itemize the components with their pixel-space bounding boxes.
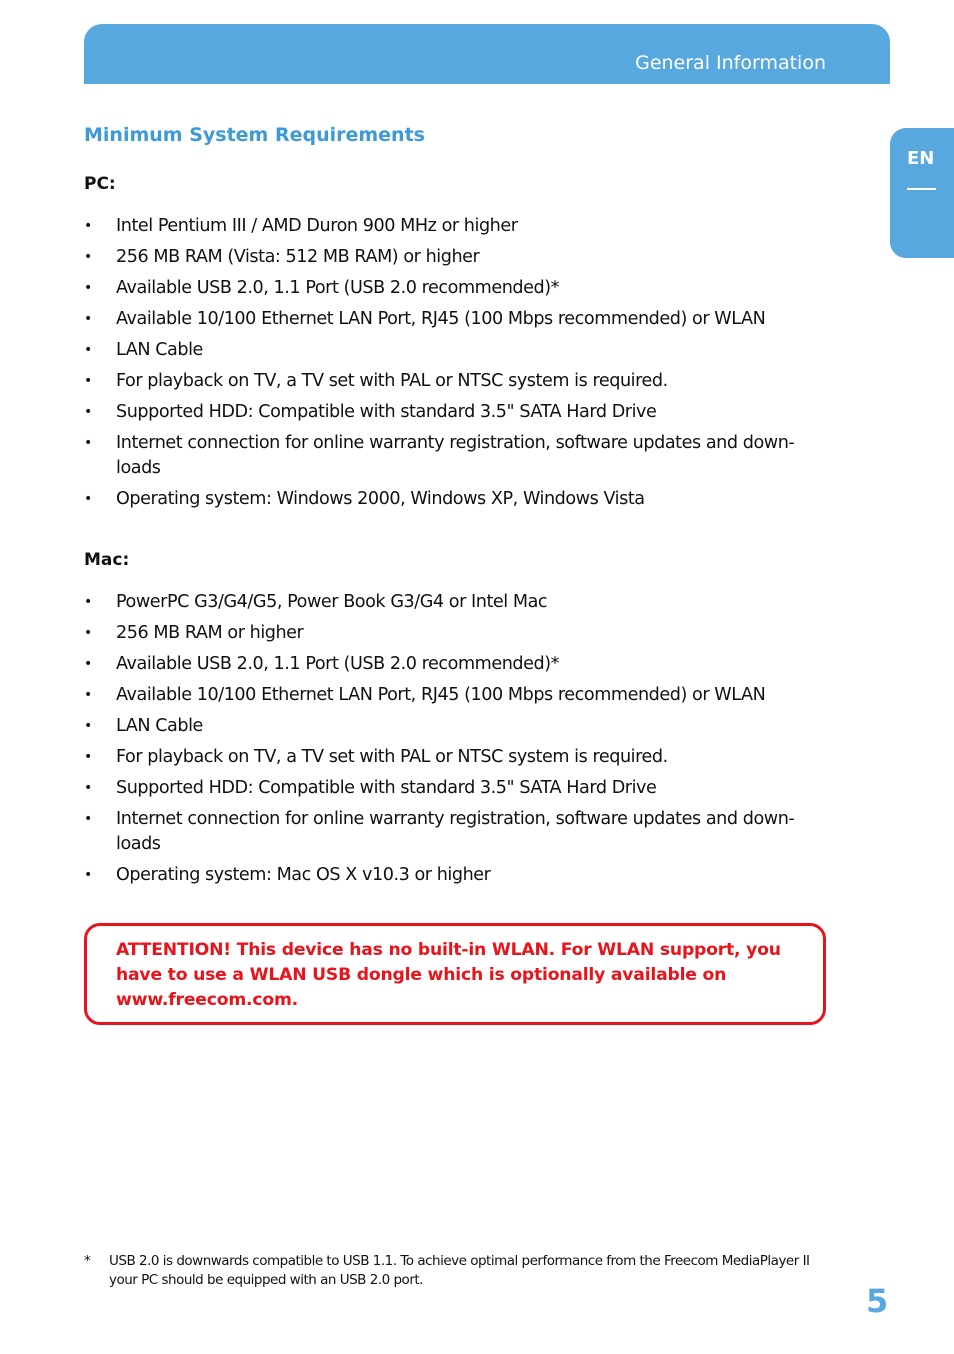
list-item-text: Available USB 2.0, 1.1 Port (USB 2.0 recommended)* (116, 654, 559, 674)
list-item (84, 400, 834, 425)
list-item-text: Operating system: Windows 2000, Windows XP, Windows Vista (116, 489, 645, 509)
list-item-text: Available USB 2.0, 1.1 Port (USB 2.0 recommended)* (116, 278, 559, 298)
header-title: General Information (635, 52, 826, 74)
language-tab (890, 128, 954, 258)
list-item (84, 431, 834, 481)
list-item (84, 714, 834, 739)
list-item (84, 307, 834, 332)
list-item (84, 621, 834, 646)
bullet-icon: • (84, 218, 92, 234)
bullet-icon: • (84, 687, 92, 703)
list-item-text: LAN Cable (116, 716, 203, 736)
mac-label: Mac: (84, 550, 130, 570)
list-item (84, 652, 834, 677)
list-item-text: Operating system: Mac OS X v10.3 or higher (116, 865, 491, 885)
bullet-icon: • (84, 280, 92, 296)
list-item-text: For playback on TV, a TV set with PAL or NTSC system is required. (116, 747, 668, 767)
bullet-icon: • (84, 811, 92, 827)
footnote (84, 1252, 834, 1290)
bullet-icon: • (84, 867, 92, 883)
bullet-icon: • (84, 491, 92, 507)
bullet-icon: • (84, 311, 92, 327)
list-item (84, 487, 834, 512)
list-item (84, 245, 834, 270)
list-item-text: For playback on TV, a TV set with PAL or NTSC system is required. (116, 371, 668, 391)
bullet-icon: • (84, 435, 92, 451)
bullet-icon: • (84, 249, 92, 265)
list-item (84, 863, 834, 888)
footnote-text: USB 2.0 is downwards compatible to USB 1.1. To achieve optimal performance from the Freecom MediaPlayer II your PC should be equipped with an USB 2.0 port. (109, 1253, 810, 1288)
bullet-icon: • (84, 404, 92, 420)
bullet-icon: • (84, 656, 92, 672)
list-item (84, 683, 834, 708)
bullet-icon: • (84, 594, 92, 610)
section-title: Minimum System Requirements (84, 124, 425, 146)
mac-requirements-list (84, 590, 834, 894)
language-underline (907, 188, 936, 190)
bullet-icon: • (84, 718, 92, 734)
list-item-text: Supported HDD: Compatible with standard 3.5" SATA Hard Drive (116, 778, 657, 798)
list-item-text: Available 10/100 Ethernet LAN Port, RJ45 (100 Mbps recommended) or WLAN (116, 309, 766, 329)
list-item-text: 256 MB RAM or higher (116, 623, 304, 643)
list-item (84, 745, 834, 770)
list-item (84, 807, 834, 857)
bullet-icon: • (84, 749, 92, 765)
attention-box (84, 923, 826, 1025)
pc-requirements-list (84, 214, 834, 518)
list-item-text: Internet connection for online warranty registration, software updates and down-loads (116, 809, 795, 854)
list-item-text: 256 MB RAM (Vista: 512 MB RAM) or higher (116, 247, 480, 267)
list-item (84, 369, 834, 394)
language-label: EN (907, 148, 935, 169)
list-item (84, 590, 834, 615)
page-number: 5 (866, 1282, 889, 1320)
footnote-marker: * (84, 1253, 91, 1269)
list-item-text: Available 10/100 Ethernet LAN Port, RJ45 (100 Mbps recommended) or WLAN (116, 685, 766, 705)
list-item-text: Supported HDD: Compatible with standard 3.5" SATA Hard Drive (116, 402, 657, 422)
pc-label: PC: (84, 174, 116, 194)
list-item (84, 214, 834, 239)
list-item-text: Internet connection for online warranty registration, software updates and down-loads (116, 433, 795, 478)
list-item (84, 776, 834, 801)
list-item-text: LAN Cable (116, 340, 203, 360)
list-item (84, 276, 834, 301)
attention-text: ATTENTION! This device has no built-in WLAN. For WLAN support, you have to use a WLAN USB dongle which is optionally available on www.freecom.com. (116, 940, 781, 1010)
bullet-icon: • (84, 780, 92, 796)
bullet-icon: • (84, 373, 92, 389)
list-item-text: PowerPC G3/G4/G5, Power Book G3/G4 or Intel Mac (116, 592, 548, 612)
list-item-text: Intel Pentium III / AMD Duron 900 MHz or higher (116, 216, 518, 236)
bullet-icon: • (84, 625, 92, 641)
bullet-icon: • (84, 342, 92, 358)
list-item (84, 338, 834, 363)
header-bar (84, 24, 890, 84)
